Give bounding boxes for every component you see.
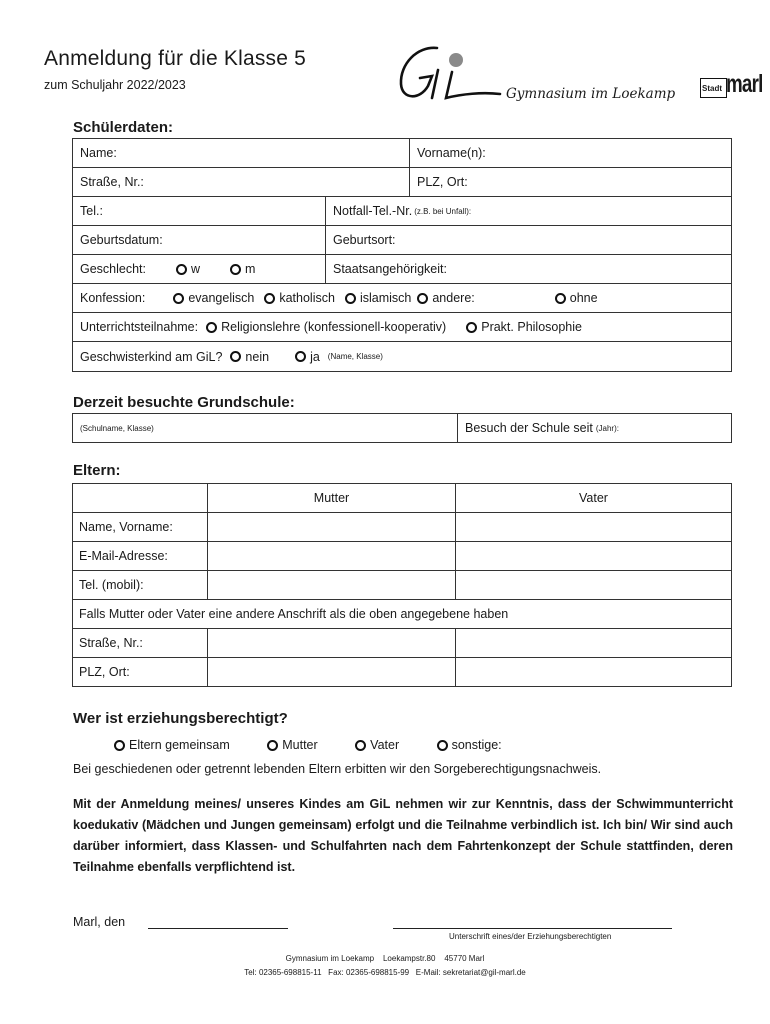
staat-label: Staatsangehörigkeit: — [333, 262, 447, 276]
section-heading-erziehung: Wer ist erziehungsberechtigt? — [73, 710, 288, 727]
mutter-strasse-field[interactable] — [208, 629, 456, 658]
row-geschwister — [73, 342, 731, 372]
geschwister-field — [73, 342, 731, 371]
geschwister-ja-option[interactable] — [295, 350, 320, 364]
radio-circle-icon[interactable] — [417, 293, 428, 304]
konf-ohne-label: ohne — [569, 291, 598, 305]
vorname-label: Vorname(n): — [417, 146, 486, 160]
eltern-strasse-label: Straße, Nr.: — [73, 629, 208, 658]
eltern-name-label: Name, Vorname: — [73, 513, 208, 542]
notfall-label: Notfall-Tel.-Nr. — [333, 204, 413, 218]
vater-tel-field[interactable] — [456, 571, 732, 600]
konf-evangelisch-label: evangelisch — [188, 291, 255, 305]
signature-line[interactable] — [393, 928, 672, 929]
eltern-header-row — [73, 484, 732, 513]
eltern-table — [72, 483, 732, 687]
unterricht-label: Unterrichtsteilnahme: — [80, 320, 199, 334]
erz-eltern-label: Eltern gemeinsam — [129, 738, 230, 752]
radio-circle-icon[interactable] — [230, 264, 241, 275]
vater-strasse-field[interactable] — [456, 629, 732, 658]
eltern-corner-cell — [73, 484, 208, 513]
geburtsort-label: Geburtsort: — [333, 233, 396, 247]
geschlecht-m-option[interactable] — [230, 262, 255, 276]
gil-logo-mark — [392, 42, 512, 108]
row-unterricht — [73, 313, 731, 342]
plz-field[interactable] — [409, 168, 731, 196]
konfession-label: Konfession: — [80, 291, 146, 305]
konf-katholisch-label: katholisch — [279, 291, 335, 305]
grundschule-seit-label: Besuch der Schule seit — [465, 421, 593, 435]
geburtsdatum-label: Geburtsdatum: — [80, 233, 163, 247]
radio-circle-icon[interactable] — [173, 293, 184, 304]
footer-contact: Tel: 02365-698815-11 Fax: 02365-698815-99 E-Mail: sekretariat@gil-marl.de — [244, 968, 526, 977]
mutter-name-field[interactable] — [208, 513, 456, 542]
geburtsort-field[interactable] — [325, 226, 731, 254]
school-year: zum Schuljahr 2022/2023 — [44, 78, 186, 92]
grundschule-seit-hint: (Jahr): — [595, 423, 619, 433]
mutter-tel-field[interactable] — [208, 571, 456, 600]
geschwister-ja-label: ja — [310, 349, 320, 364]
geschwister-nein-option[interactable] — [230, 350, 269, 364]
konfession-field — [73, 284, 731, 312]
radio-circle-icon[interactable] — [114, 740, 125, 751]
radio-circle-icon[interactable] — [555, 293, 566, 304]
eltern-row-name — [73, 513, 732, 542]
eltern-row-plz — [73, 658, 732, 687]
geschwister-nein-label: nein — [245, 349, 270, 364]
geschwister-hint: (Name, Klasse) — [327, 352, 383, 361]
unterricht-philo-option[interactable] — [466, 320, 582, 334]
notfall-field[interactable] — [325, 197, 731, 225]
erz-mutter-label: Mutter — [282, 738, 318, 752]
radio-circle-icon[interactable] — [176, 264, 187, 275]
grundschule-name-hint: (Schulname, Klasse) — [80, 423, 154, 433]
vater-plz-field[interactable] — [456, 658, 732, 687]
plz-label: PLZ, Ort: — [417, 175, 468, 189]
section-heading-eltern: Eltern: — [73, 462, 121, 479]
konf-islamisch-option[interactable] — [345, 291, 411, 305]
unterricht-religion-option[interactable] — [206, 320, 446, 334]
eltern-tel-label: Tel. (mobil): — [73, 571, 208, 600]
eltern-row-strasse — [73, 629, 732, 658]
erz-eltern-option[interactable] — [114, 738, 230, 752]
mutter-plz-field[interactable] — [208, 658, 456, 687]
radio-circle-icon[interactable] — [230, 351, 241, 362]
section-heading-grundschule: Derzeit besuchte Grundschule: — [73, 394, 295, 411]
place-date-label: Marl, den — [73, 915, 126, 929]
row-address — [73, 168, 731, 197]
name-field[interactable] — [73, 139, 409, 167]
eltern-plz-label: PLZ, Ort: — [73, 658, 208, 687]
signature-caption: Unterschrift eines/der Erziehungsberechtigten — [449, 932, 612, 941]
radio-circle-icon[interactable] — [206, 322, 217, 333]
grundschule-form — [72, 413, 732, 443]
vater-email-field[interactable] — [456, 542, 732, 571]
grundschule-seit-field[interactable] — [457, 414, 731, 442]
geschlecht-w-label: w — [191, 262, 201, 276]
strasse-label: Straße, Nr.: — [80, 175, 144, 189]
row-konfession — [73, 284, 731, 313]
vorname-field[interactable] — [409, 139, 731, 167]
radio-circle-icon[interactable] — [264, 293, 275, 304]
mutter-email-field[interactable] — [208, 542, 456, 571]
form-title: Anmeldung für die Klasse 5 — [44, 47, 307, 70]
grundschule-name-field[interactable] — [73, 414, 457, 442]
radio-circle-icon[interactable] — [355, 740, 366, 751]
tel-field[interactable] — [73, 197, 325, 225]
erz-vater-label: Vater — [370, 738, 400, 752]
konf-ohne-option[interactable] — [555, 291, 598, 305]
footer-address: Gymnasium im Loekamp Loekampstr.80 45770 Marl — [285, 954, 485, 963]
erz-mutter-option[interactable] — [267, 738, 317, 752]
stadt-marl-logo — [700, 70, 763, 100]
row-tel — [73, 197, 731, 226]
erz-sonstige-label: sonstige: — [451, 738, 502, 752]
statement-paragraph: Mit der Anmeldung meines/ unseres Kindes am GiL nehmen wir zur Kenntnis, dass der Schwimmunterricht koedukativ (Mädchen und Jungen gemeinsam) erfolgt und die Teilnahme verbindlich ist. Ich bin/ Wir sind auch darüber informiert, dass Klassen- und Schulfahrten nach dem Fahrtenkonzept der Schule stattfinden, deren Teilnahme ebenfalls verpflichtend ist. — [73, 797, 733, 874]
eltern-row-tel — [73, 571, 732, 600]
konf-katholisch-option[interactable] — [264, 291, 335, 305]
row-grundschule — [73, 414, 731, 443]
erziehung-options — [114, 738, 502, 754]
eltern-row-note — [73, 600, 732, 629]
schueler-form — [72, 138, 732, 372]
geschlecht-label: Geschlecht: — [80, 262, 147, 276]
school-name: Gymnasium im Loekamp — [506, 86, 676, 102]
name-label: Name: — [80, 146, 117, 160]
section-heading-schueler: Schülerdaten: — [73, 119, 174, 136]
geschwister-label: Geschwisterkind am GiL? — [80, 349, 223, 364]
konf-evangelisch-option[interactable] — [173, 291, 254, 305]
row-birth — [73, 226, 731, 255]
erz-sonstige-option[interactable] — [437, 738, 502, 752]
gil-logo — [392, 42, 682, 108]
eltern-email-label: E-Mail-Adresse: — [73, 542, 208, 571]
geschlecht-m-label: m — [245, 262, 256, 276]
radio-circle-icon[interactable] — [345, 293, 356, 304]
konf-andere-label: andere: — [432, 291, 475, 305]
geschlecht-w-option[interactable] — [176, 262, 200, 276]
vater-name-field[interactable] — [456, 513, 732, 542]
notfall-hint: (z.B. bei Unfall): — [414, 206, 472, 216]
row-name — [73, 139, 731, 168]
row-geschlecht — [73, 255, 731, 284]
eltern-anschrift-note: Falls Mutter oder Vater eine andere Anschrift als die oben angegebene haben — [73, 600, 732, 629]
radio-circle-icon[interactable] — [295, 351, 306, 362]
unterricht-philo-label: Prakt. Philosophie — [481, 320, 582, 334]
konf-islamisch-label: islamisch — [359, 291, 412, 305]
eltern-row-email — [73, 542, 732, 571]
geschlecht-field — [73, 255, 325, 283]
strasse-field[interactable] — [73, 168, 409, 196]
date-line[interactable] — [148, 928, 288, 929]
col-mutter-header: Mutter — [208, 484, 456, 513]
geburtsdatum-field[interactable] — [73, 226, 325, 254]
radio-circle-icon[interactable] — [466, 322, 477, 333]
tel-label: Tel.: — [80, 204, 103, 218]
sorgerecht-note: Bei geschiedenen oder getrennt lebenden Eltern erbitten wir den Sorgeberechtigungsnachweis. — [73, 762, 602, 776]
konf-andere-option[interactable] — [417, 291, 474, 305]
radio-circle-icon[interactable] — [437, 740, 448, 751]
erz-vater-option[interactable] — [355, 738, 399, 752]
unterricht-field — [73, 313, 731, 341]
unterricht-religion-label: Religionslehre (konfessionell-kooperativ) — [221, 320, 447, 334]
staat-field[interactable] — [325, 255, 731, 283]
col-vater-header: Vater — [456, 484, 732, 513]
stadt-label: Stadt — [702, 84, 722, 93]
radio-circle-icon[interactable] — [267, 740, 278, 751]
stadt-marl-text: marl — [726, 70, 763, 98]
